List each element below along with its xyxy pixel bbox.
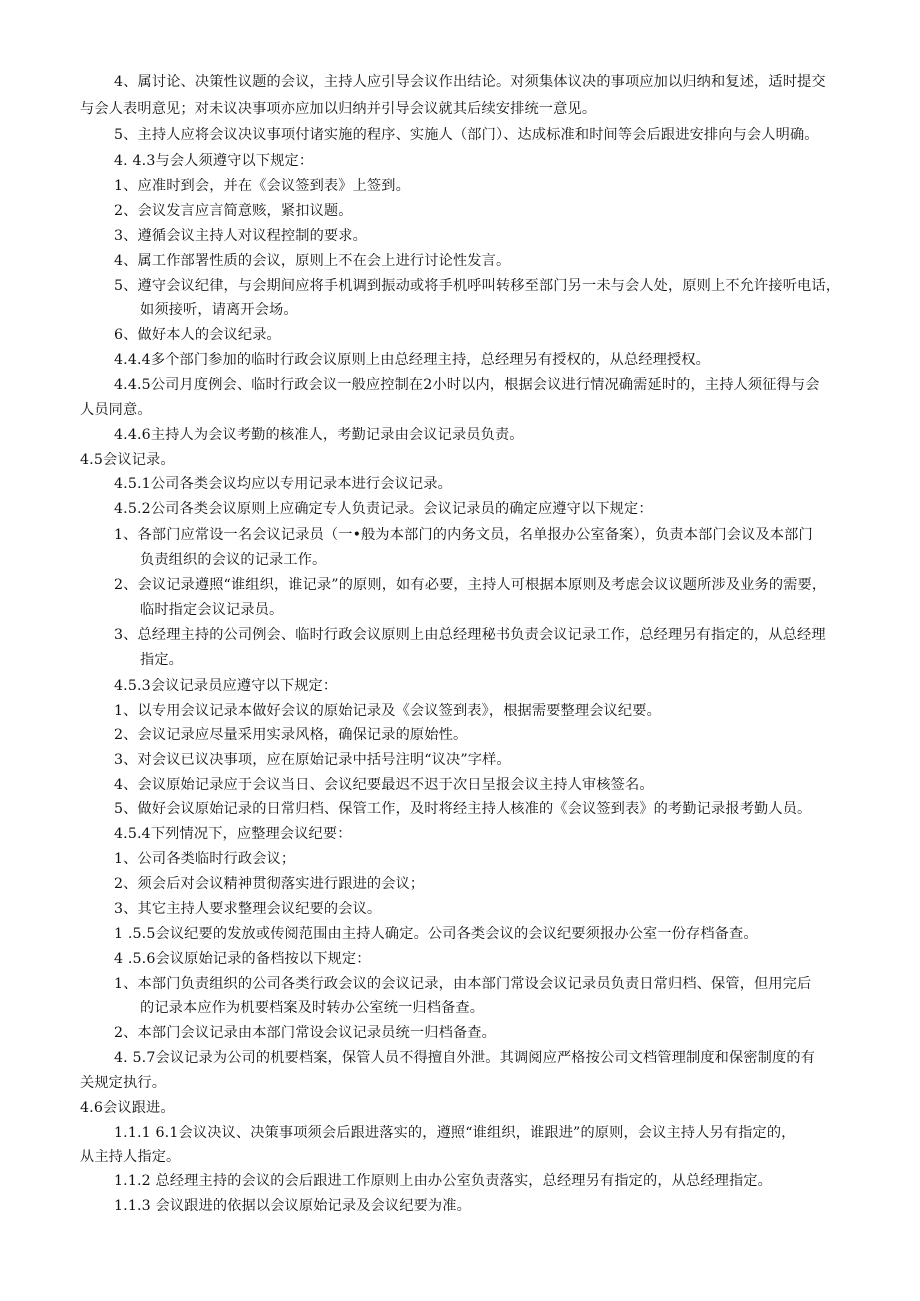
text-line: 4. 5.7会议记录为公司的机要档案，保管人员不得擅自外泄。其调阅应严格按公司文档管理制度和保密制度的有 (114, 1050, 816, 1066)
text-line: 与会人表明意见；对未议决事项亦应加以归纳并引导会议就其后续安排统一意见。 (80, 101, 597, 117)
text-line: 1、本部门负责组织的公司各类行政会议的会议记录，由本部门常设会议记录员负责日常归档、保管，但用完后 (114, 976, 812, 992)
text-line: 如须接听，请离开会场。 (140, 302, 298, 318)
text-line: 4.5会议记录。 (80, 452, 175, 468)
text-line: 从主持人指定。 (80, 1149, 181, 1165)
text-line: 2、会议记录遵照“谁组织，谁记录”的原则，如有必要，主持人可根据本原则及考虑会议议题所涉及业务的需要， (114, 577, 827, 593)
text-line: 5、做好会议原始记录的日常归档、保管工作，及时将经主持人核准的《会议签到表》的考勤记录报考勤人员。 (114, 801, 812, 817)
text-line: 人员同意。 (80, 402, 152, 418)
text-line: 4、属讨论、决策性议题的会议，主持人应引导会议作出结论。对须集体议决的事项应加以归纳和复述，适时提交 (114, 74, 826, 90)
text-line: 2、会议记录应尽量采用实录风格，确保记录的原始性。 (114, 727, 468, 743)
text-line: 5、主持人应将会议决议事项付诸实施的程序、实施人（部门）、达成标准和时间等会后跟进安排向与会人明确。 (114, 127, 819, 143)
text-line: 1、以专用会议记录本做好会议的原始记录及《会议签到表》，根据需要整理会议纪要。 (114, 703, 661, 719)
text-line: 1、应准时到会，并在《会议签到表》上签到。 (114, 178, 410, 194)
text-line: 4 .5.6会议原始记录的备档按以下规定： (114, 951, 371, 967)
text-line: 4.5.2公司各类会议原则上应确定专人负责记录。会议记录员的确定应遵守以下规定： (114, 501, 653, 517)
text-line: 1.1.1 6.1会议决议、决策事项须会后跟进落实的，遵照“谁组织，谁跟进”的原则，会议主持人另有指定的， (114, 1125, 796, 1141)
text-line: 4.5.1公司各类会议均应以专用记录本进行会议记录。 (114, 476, 452, 492)
text-line: 负责组织的会议的记录工作。 (140, 552, 327, 568)
text-line: 6、做好本人的会议纪录。 (114, 327, 281, 343)
text-line: 1 .5.5会议纪要的发放或传阅范围由主持人确定。公司各类会议的会议纪要须报办公室一份存档备查。 (114, 926, 758, 942)
text-line: 3、遵循会议主持人对议程控制的要求。 (114, 228, 367, 244)
text-line: 4.6会议跟进。 (80, 1100, 175, 1116)
text-line: 指定。 (140, 652, 184, 668)
text-line: 1、各部门应常设一名会议记录员（一•般为本部门的内务文员，名单报办公室备案），负责本部门会议及本部门 (114, 527, 813, 543)
text-line: 5、遵守会议纪律，与会期间应将手机调到振动或将手机呼叫转移至部门另一未与会人处，原则上不允许接听电话， (114, 278, 841, 294)
text-line: 2、须会后对会议精神贯彻落实进行跟进的会议； (114, 876, 425, 892)
text-line: 关规定执行。 (80, 1075, 167, 1091)
text-line: 临时指定会议记录员。 (140, 602, 284, 618)
text-line: 4.4.5公司月度例会、临时行政会议一般应控制在2小时以内，根据会议进行情况确需延时的，主持人须征得与会 (114, 377, 820, 393)
text-line: 4.4.4多个部门参加的临时行政会议原则上由总经理主持，总经理另有授权的，从总经理授权。 (114, 352, 711, 368)
text-line: 4.5.3会议记录员应遵守以下规定： (114, 678, 338, 694)
text-line: 3、对会议已议决事项，应在原始记录中括号注明“议决”字样。 (114, 752, 511, 768)
text-line: 的记录本应作为机要档案及时转办公室统一归档备查。 (140, 1000, 485, 1016)
text-line: 4. 4.3与会人须遵守以下规定： (114, 153, 314, 169)
text-line: 4.4.6主持人为会议考勤的核准人，考勤记录由会议记录员负责。 (114, 427, 524, 443)
text-line: 4、属工作部署性质的会议，原则上不在会上进行讨论性发言。 (114, 253, 511, 269)
text-line: 2、会议发言应言简意赅，紧扣议题。 (114, 203, 353, 219)
text-line: 2、本部门会议记录由本部门常设会议记录员统一归档备查。 (114, 1025, 496, 1041)
text-line: 3、其它主持人要求整理会议纪要的会议。 (114, 901, 382, 917)
text-line: 1.1.2 总经理主持的会议的会后跟进工作原则上由办公室负责落实，总经理另有指定的，从总经理指定。 (114, 1173, 773, 1189)
text-line: 1、公司各类临时行政会议； (114, 851, 296, 867)
text-line: 4、会议原始记录应于会议当日、会议纪要最迟不迟于次日呈报会议主持人审核签名。 (114, 777, 654, 793)
text-line: 1.1.3 会议跟进的依据以会议原始记录及会议纪要为准。 (114, 1198, 471, 1214)
text-line: 4.5.4下列情况下，应整理会议纪要： (114, 826, 352, 842)
text-line: 3、总经理主持的公司例会、临时行政会议原则上由总经理秘书负责会议记录工作，总经理另有指定的，从总经理 (114, 627, 826, 643)
